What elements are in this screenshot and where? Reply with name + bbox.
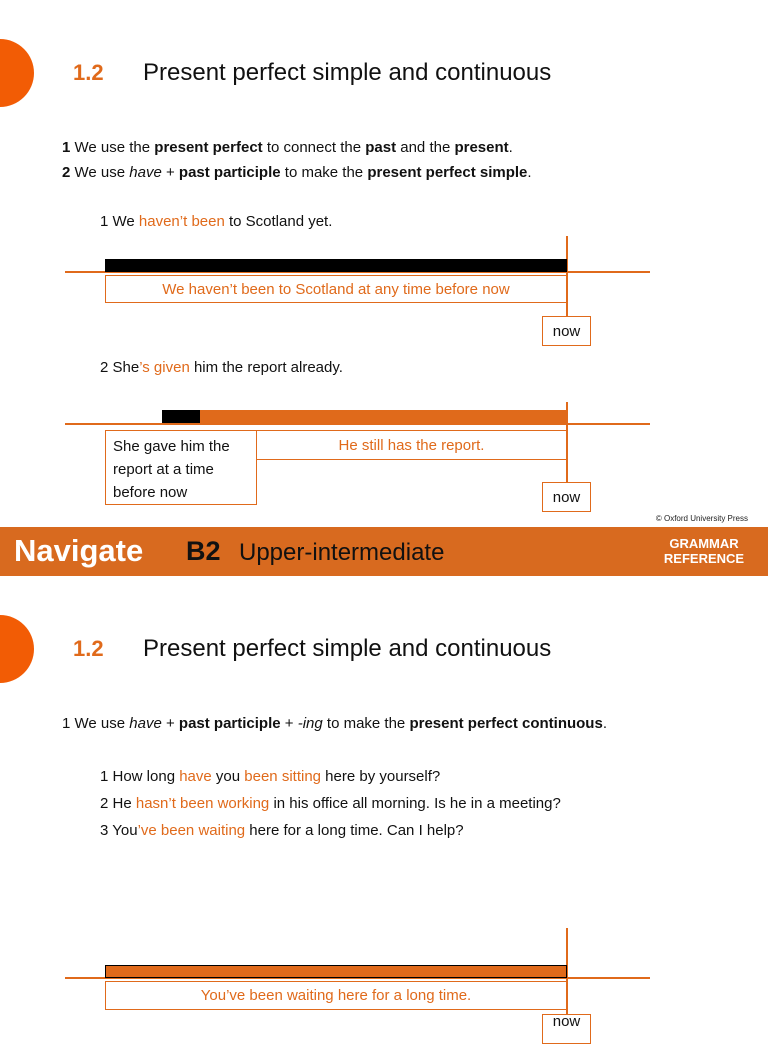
now-label: now	[542, 316, 591, 346]
rule-1: 1 We use the present perfect to connect the past and the present.	[62, 139, 513, 156]
duration-bar	[105, 965, 567, 978]
example-3: 3 You’ve been waiting here for a long time. Can I help?	[100, 822, 464, 839]
section-number: 1.2	[73, 636, 104, 661]
decorative-circle	[0, 39, 34, 107]
rule-2: 2 We use have + past participle to make the present perfect simple.	[62, 164, 532, 181]
level-code: B2	[186, 536, 221, 566]
result-bar	[200, 410, 567, 423]
decorative-circle	[0, 615, 34, 683]
timeline-caption: You’ve been waiting here for a long time.	[105, 981, 567, 1010]
example-2: 2 He hasn’t been working in his office all morning. Is he in a meeting?	[100, 795, 561, 812]
brand-name: Navigate	[14, 533, 144, 568]
timeline-axis	[65, 423, 650, 425]
now-label: now	[542, 1014, 591, 1044]
copyright-notice: © Oxford University Press	[655, 514, 748, 523]
level-name: Upper-intermediate	[239, 539, 445, 566]
now-label: now	[542, 482, 591, 512]
past-action-box: She gave him the report at a time before now	[105, 430, 257, 505]
brand-banner	[0, 527, 768, 576]
example-1: 1 How long have you been sitting here by yourself?	[100, 768, 441, 785]
page-title: Present perfect simple and continuous	[143, 59, 552, 86]
page-title: Present perfect simple and continuous	[143, 635, 552, 662]
rule-1: 1 We use have + past participle + -ing to make the present perfect continuous.	[62, 715, 607, 732]
section-number: 1.2	[73, 60, 104, 85]
tag-line-2: REFERENCE	[663, 551, 745, 566]
timeline-caption: We haven’t been to Scotland at any time before now	[105, 275, 567, 303]
tag-line-1: GRAMMAR	[669, 536, 739, 551]
past-action-bar	[162, 410, 200, 423]
timeline-caption: He still has the report.	[256, 430, 567, 460]
example-1: 1 We haven’t been to Scotland yet.	[100, 213, 333, 230]
example-2: 2 She’s given him the report already.	[100, 359, 343, 376]
grammar-reference-tag	[650, 536, 758, 566]
duration-bar	[105, 259, 567, 272]
